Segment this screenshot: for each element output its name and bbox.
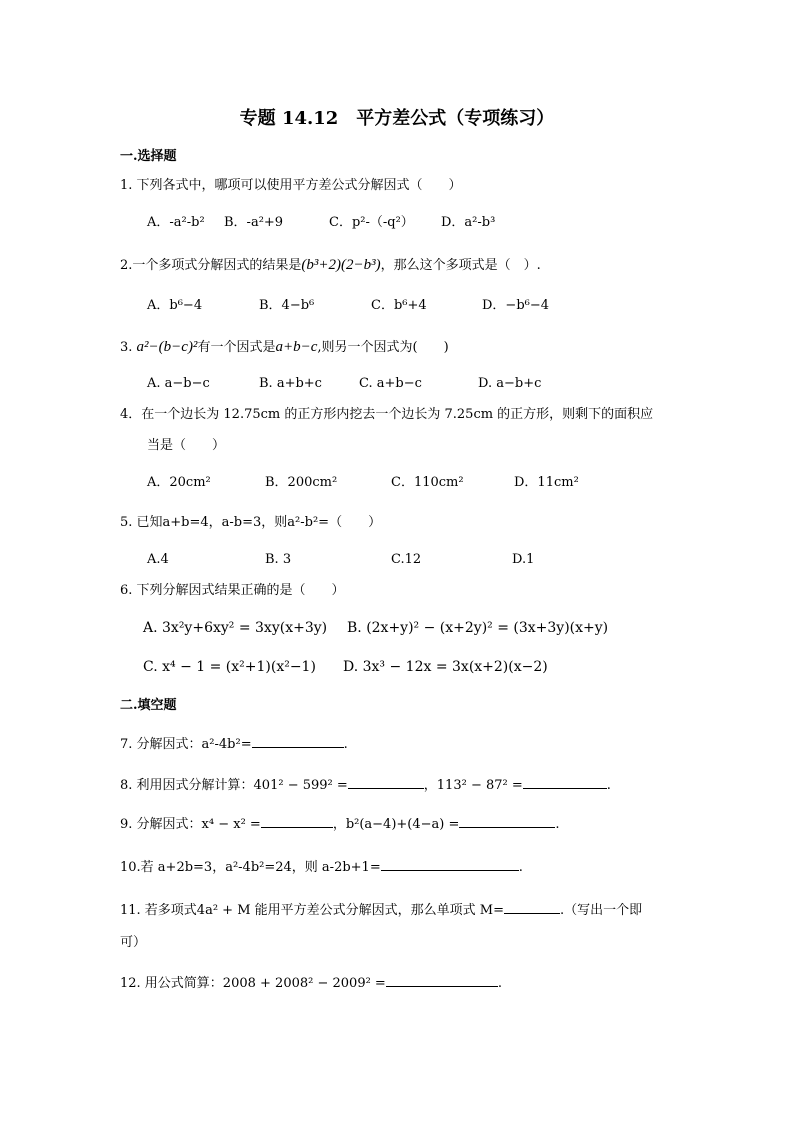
q3-option-d: D. a−b+c — [478, 376, 542, 391]
q9-answer-blank-1[interactable] — [261, 815, 333, 828]
q2-stem-pre: 2.一个多项式分解因式的结果是 — [120, 258, 302, 273]
q11-stem: 11. 若多项式4a² + M 能用平方差公式分解因式，那么单项式 M= — [120, 903, 504, 918]
question-12 — [120, 974, 502, 993]
q2-option-b: B．4−b⁶ — [259, 298, 315, 313]
q8-period: . — [606, 778, 611, 793]
q9-mid: ，b²(a−4)+(4−a) = — [332, 817, 460, 832]
q12-answer-blank[interactable] — [386, 974, 498, 987]
q4-option-d: D．11cm² — [514, 475, 579, 490]
q6-option-c: C. x⁴ − 1 = (x²+1)(x²−1) — [143, 659, 316, 675]
q2-option-a: A．b⁶−4 — [147, 298, 203, 313]
q3-option-c: C. a+b−c — [359, 376, 422, 391]
question-1-stem: 1. 下列各式中，哪项可以使用平方差公式分解因式（ ） — [120, 178, 462, 193]
q1-option-b: B．-a²+9 — [224, 215, 284, 230]
q8-answer-blank-1[interactable] — [348, 776, 424, 789]
question-11-line-1 — [120, 901, 642, 920]
q3-stem-post: ,则另一个因式为( ) — [317, 340, 449, 355]
q7-stem: 7. 分解因式：a²-4b²= — [120, 737, 252, 752]
q11-stem-tail: .（写出一个即 — [559, 903, 643, 918]
q6-option-a: A. 3x²y+6xy² = 3xy(x+3y) — [143, 620, 328, 636]
question-10 — [120, 858, 523, 877]
q9-period: . — [555, 817, 560, 832]
q5-option-d: D.1 — [512, 552, 535, 567]
q4-option-b: B．200cm² — [265, 475, 338, 490]
question-6-stem: 6. 下列分解因式结果正确的是（ ） — [120, 583, 345, 598]
question-9 — [120, 815, 560, 834]
q11-answer-blank[interactable] — [504, 901, 560, 914]
question-8 — [120, 776, 611, 795]
q1-option-c: C．p²-（-q²） — [329, 215, 414, 230]
q7-answer-blank[interactable] — [252, 735, 344, 748]
q4-option-a: A．20cm² — [147, 475, 211, 490]
question-4-stem-line-1: 4．在一个边长为 12.75cm 的正方形内挖去一个边长为 7.25cm 的正方形，则剩下的面积应 — [120, 407, 654, 422]
q7-period: . — [343, 737, 348, 752]
q1-option-a: A．-a²-b² — [147, 215, 205, 230]
q2-stem-post: ，那么这个多项式是（ ）. — [380, 258, 541, 273]
question-4-stem-line-2: 当是（ ） — [147, 438, 226, 453]
q10-period: . — [518, 860, 523, 875]
section-heading-choice: 一.选择题 — [120, 149, 177, 164]
q10-stem: 10.若 a+2b=3，a²-4b²=24，则 a-2b+1= — [120, 860, 381, 875]
q10-answer-blank[interactable] — [381, 858, 519, 871]
question-2-stem — [120, 256, 541, 275]
q5-option-c: C.12 — [391, 552, 422, 567]
q9-stem: 9. 分解因式：x⁴ − x² = — [120, 817, 261, 832]
page-title: 专题 14.12 平方差公式（专项练习） — [239, 108, 555, 129]
q12-stem: 12. 用公式简算：2008 + 2008² − 2009² = — [120, 976, 386, 991]
question-7 — [120, 735, 348, 754]
q3-option-a: A. a−b−c — [147, 376, 210, 391]
question-3-stem — [120, 338, 449, 357]
q4-option-c: C．110cm² — [391, 475, 464, 490]
question-5-stem: 5. 已知a+b=4，a-b=3，则a²-b²=（ ） — [120, 515, 382, 530]
q2-option-c: C．b⁶+4 — [371, 298, 427, 313]
q9-answer-blank-2[interactable] — [459, 815, 555, 828]
q3-stem-pre: 3. — [120, 340, 133, 355]
q5-option-a: A.4 — [147, 552, 169, 567]
q3-stem-expression-2: a+b−c — [275, 339, 318, 355]
q3-option-b: B. a+b+c — [259, 376, 322, 391]
q8-stem: 8. 利用因式分解计算：401² − 599² = — [120, 778, 348, 793]
q2-option-d: D．−b⁶−4 — [482, 298, 550, 313]
q6-option-d: D. 3x³ − 12x = 3x(x+2)(x−2) — [343, 659, 548, 675]
q2-stem-expression: (b³+2)(2−b³) — [301, 257, 381, 273]
q8-mid: ，113² − 87² = — [423, 778, 523, 793]
question-11-line-2: 可） — [120, 935, 147, 950]
q5-option-b: B. 3 — [265, 552, 292, 567]
q3-stem-expression-1: a²−(b−c)² — [136, 339, 198, 355]
section-heading-fill: 二.填空题 — [120, 698, 177, 713]
q3-stem-mid: 有一个因式是 — [197, 340, 276, 355]
q1-option-d: D．a²-b³ — [441, 215, 496, 230]
q12-period: . — [497, 976, 502, 991]
q6-option-b: B. (2x+y)² − (x+2y)² = (3x+3y)(x+y) — [347, 620, 609, 636]
q8-answer-blank-2[interactable] — [523, 776, 607, 789]
